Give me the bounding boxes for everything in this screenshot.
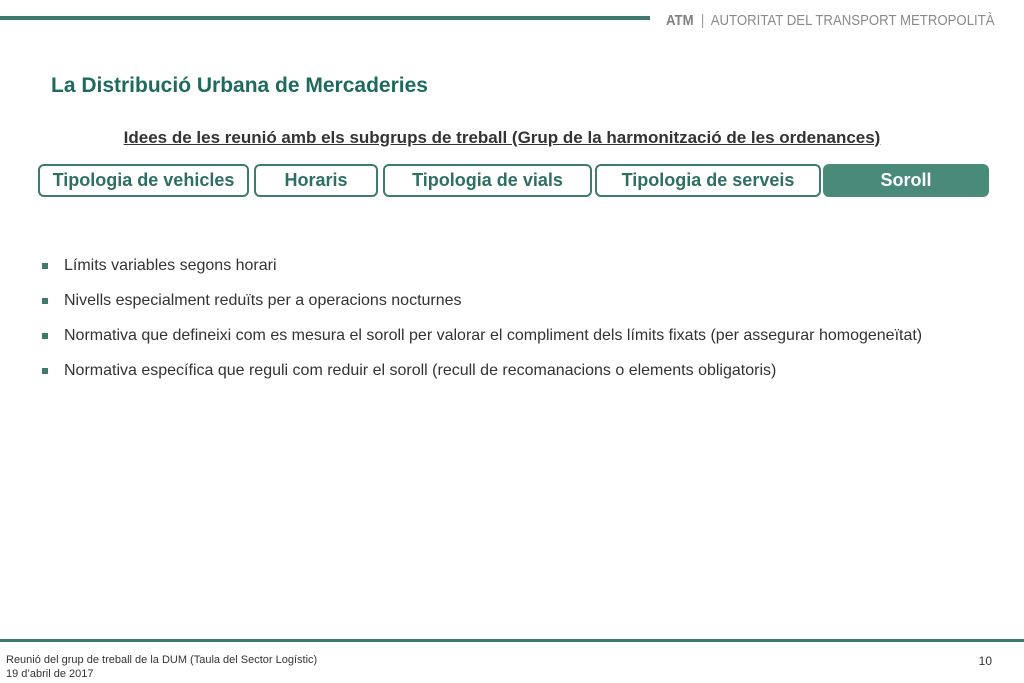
list-item <box>42 353 922 388</box>
brand-abbreviation: ATM <box>666 12 694 29</box>
list-item-text: Normativa que defineixi com es mesura el soroll per valorar el compliment dels límits fixats (per assegurar homogeneïtat) <box>64 326 923 344</box>
footer-date: 19 d’abril de 2017 <box>6 668 94 680</box>
tab-tipologia-vials[interactable]: Tipologia de vials <box>383 164 592 197</box>
tab-tipologia-serveis[interactable]: Tipologia de serveis <box>595 164 821 197</box>
tab-soroll[interactable]: Soroll <box>823 164 989 197</box>
square-bullet-icon <box>42 263 48 269</box>
list-item-text: Normativa específica que reguli com reduir el soroll (recull de recomanacions o elements obligatoris) <box>64 361 777 379</box>
page-number: 10 <box>978 654 992 668</box>
tab-horaris[interactable]: Horaris <box>254 164 378 197</box>
square-bullet-icon <box>42 333 48 339</box>
list-item <box>42 248 922 283</box>
page-title: La Distribució Urbana de Mercaderies <box>51 74 428 97</box>
list-item-text: Nivells especialment reduïts per a operacions nocturnes <box>64 291 462 309</box>
list-item <box>42 283 922 318</box>
section-subtitle: Idees de les reunió amb els subgrups de treball (Grup de la harmonització de les ordenances) <box>123 128 881 147</box>
bullet-list <box>42 248 922 388</box>
brand-logo <box>666 12 995 29</box>
footer-meeting-text: Reunió del grup de treball de la DUM (Taula del Sector Logístic) <box>6 654 318 666</box>
footer-rule <box>0 639 1024 642</box>
square-bullet-icon <box>42 368 48 374</box>
square-bullet-icon <box>42 298 48 304</box>
tab-tipologia-vehicles[interactable]: Tipologia de vehicles <box>38 164 249 197</box>
list-item-text: Límits variables segons horari <box>64 256 277 274</box>
list-item <box>42 318 922 353</box>
brand-name: AUTORITAT DEL TRANSPORT METROPOLITÀ <box>710 12 995 29</box>
header-rule <box>0 16 650 20</box>
brand-separator: | <box>700 12 705 29</box>
